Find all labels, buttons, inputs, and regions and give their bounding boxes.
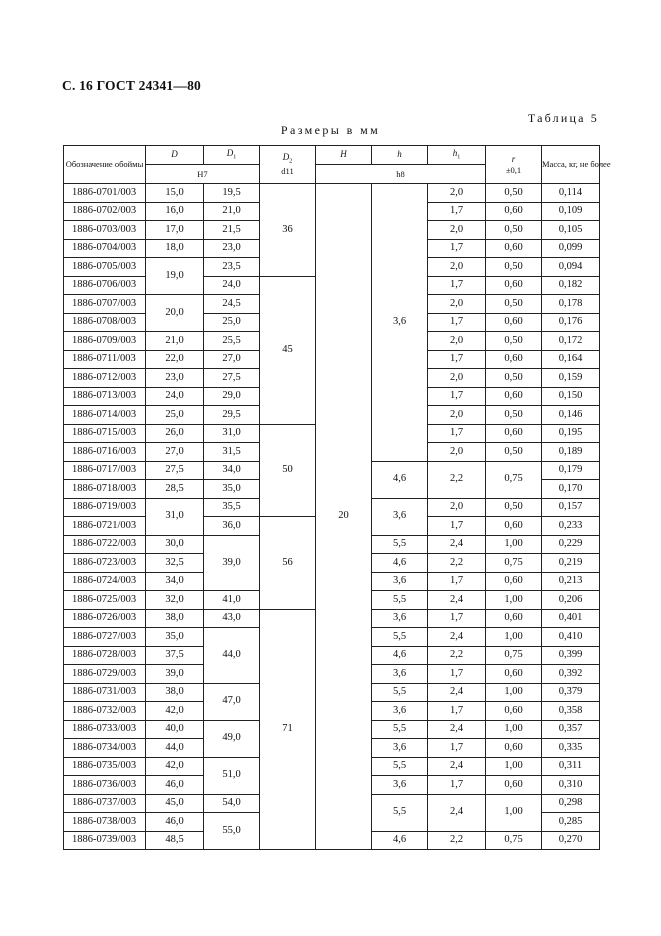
cell-h1-merged: 2,4 xyxy=(428,794,486,831)
cell-h: 5,5 xyxy=(372,683,428,702)
cell-d1: 54,0 xyxy=(204,794,260,813)
cell-h1: 1,7 xyxy=(428,350,486,369)
cell-h: 3,6 xyxy=(372,776,428,795)
cell-mass: 0,179 xyxy=(542,461,600,480)
cell-h-merged: 3,6 xyxy=(372,498,428,535)
cell-mass: 0,357 xyxy=(542,720,600,739)
cell-h: 4,6 xyxy=(372,554,428,573)
cell-r: 0,75 xyxy=(486,646,542,665)
header-D: D xyxy=(146,146,204,165)
cell-r: 0,60 xyxy=(486,572,542,591)
cell-designation: 1886-0721/003 xyxy=(64,517,146,536)
cell-d: 48,5 xyxy=(146,831,204,850)
cell-designation: 1886-0716/003 xyxy=(64,443,146,462)
cell-d1: 24,5 xyxy=(204,295,260,314)
cell-h-merged: 4,6 xyxy=(372,461,428,498)
cell-h1: 2,4 xyxy=(428,720,486,739)
cell-mass: 0,270 xyxy=(542,831,600,850)
cell-d: 26,0 xyxy=(146,424,204,443)
cell-d1-merged: 49,0 xyxy=(204,720,260,757)
cell-designation: 1886-0702/003 xyxy=(64,202,146,221)
cell-h: 3,6 xyxy=(372,739,428,758)
cell-h: 3,6 xyxy=(372,609,428,628)
cell-r: 0,60 xyxy=(486,665,542,684)
cell-r: 0,50 xyxy=(486,258,542,277)
cell-h: 3,6 xyxy=(372,572,428,591)
cell-designation: 1886-0739/003 xyxy=(64,831,146,850)
cell-d: 38,0 xyxy=(146,683,204,702)
cell-d: 35,0 xyxy=(146,628,204,647)
cell-h1: 1,7 xyxy=(428,517,486,536)
cell-designation: 1886-0715/003 xyxy=(64,424,146,443)
cell-h1: 2,0 xyxy=(428,406,486,425)
cell-d1-merged: 51,0 xyxy=(204,757,260,794)
cell-designation: 1886-0734/003 xyxy=(64,739,146,758)
header-D1: $D_1$ xyxy=(204,146,260,165)
cell-designation: 1886-0704/003 xyxy=(64,239,146,258)
cell-mass: 0,159 xyxy=(542,369,600,388)
cell-d: 42,0 xyxy=(146,757,204,776)
cell-d1: 31,0 xyxy=(204,424,260,443)
cell-designation: 1886-0711/003 xyxy=(64,350,146,369)
cell-designation: 1886-0738/003 xyxy=(64,813,146,832)
cell-r: 0,60 xyxy=(486,387,542,406)
cell-d: 27,0 xyxy=(146,443,204,462)
cell-designation: 1886-0727/003 xyxy=(64,628,146,647)
cell-designation: 1886-0726/003 xyxy=(64,609,146,628)
cell-d: 23,0 xyxy=(146,369,204,388)
cell-mass: 0,379 xyxy=(542,683,600,702)
dimensions-table xyxy=(63,145,611,850)
cell-d1: 27,5 xyxy=(204,369,260,388)
cell-mass: 0,146 xyxy=(542,406,600,425)
cell-d: 37,5 xyxy=(146,646,204,665)
cell-h1: 2,2 xyxy=(428,554,486,573)
header-mass: Масса, кг, не более xyxy=(542,146,600,184)
cell-mass: 0,206 xyxy=(542,591,600,610)
cell-mass: 0,182 xyxy=(542,276,600,295)
cell-r: 1,00 xyxy=(486,720,542,739)
cell-h1: 2,0 xyxy=(428,258,486,277)
cell-mass: 0,399 xyxy=(542,646,600,665)
cell-d: 45,0 xyxy=(146,794,204,813)
cell-designation: 1886-0705/003 xyxy=(64,258,146,277)
cell-h1: 2,4 xyxy=(428,757,486,776)
cell-h1: 1,7 xyxy=(428,276,486,295)
cell-d: 22,0 xyxy=(146,350,204,369)
cell-designation: 1886-0717/003 xyxy=(64,461,146,480)
cell-designation: 1886-0729/003 xyxy=(64,665,146,684)
cell-h1: 1,7 xyxy=(428,665,486,684)
header-designation: Обозначение обоймы xyxy=(64,146,146,184)
cell-designation: 1886-0737/003 xyxy=(64,794,146,813)
cell-d1: 35,0 xyxy=(204,480,260,499)
cell-r: 0,60 xyxy=(486,313,542,332)
cell-d: 34,0 xyxy=(146,572,204,591)
cell-designation: 1886-0728/003 xyxy=(64,646,146,665)
cell-h1: 2,0 xyxy=(428,221,486,240)
header-h: h xyxy=(372,146,428,165)
cell-designation: 1886-0714/003 xyxy=(64,406,146,425)
cell-mass: 0,285 xyxy=(542,813,600,832)
cell-d: 28,5 xyxy=(146,480,204,499)
cell-d1-merged: 55,0 xyxy=(204,813,260,850)
cell-h1-merged: 2,2 xyxy=(428,461,486,498)
cell-h1: 2,0 xyxy=(428,369,486,388)
cell-d2-merged: 50 xyxy=(260,424,316,517)
cell-mass: 0,219 xyxy=(542,554,600,573)
cell-h: 5,5 xyxy=(372,591,428,610)
cell-d: 32,5 xyxy=(146,554,204,573)
cell-r: 1,00 xyxy=(486,628,542,647)
cell-h: 5,5 xyxy=(372,535,428,554)
cell-d1: 36,0 xyxy=(204,517,260,536)
cell-mass: 0,099 xyxy=(542,239,600,258)
cell-mass: 0,392 xyxy=(542,665,600,684)
cell-designation: 1886-0735/003 xyxy=(64,757,146,776)
cell-d1: 27,0 xyxy=(204,350,260,369)
cell-d1-merged: 47,0 xyxy=(204,683,260,720)
cell-h: 3,6 xyxy=(372,702,428,721)
cell-r: 0,60 xyxy=(486,276,542,295)
cell-h-merged: 20 xyxy=(316,184,372,850)
cell-designation: 1886-0731/003 xyxy=(64,683,146,702)
cell-r: 0,75 xyxy=(486,831,542,850)
cell-designation: 1886-0708/003 xyxy=(64,313,146,332)
cell-d: 21,0 xyxy=(146,332,204,351)
cell-r: 0,60 xyxy=(486,739,542,758)
cell-h1: 1,7 xyxy=(428,609,486,628)
cell-mass: 0,233 xyxy=(542,517,600,536)
cell-mass: 0,109 xyxy=(542,202,600,221)
cell-h1: 2,0 xyxy=(428,498,486,517)
cell-r-merged: 0,75 xyxy=(486,461,542,498)
cell-d1: 25,5 xyxy=(204,332,260,351)
cell-r: 0,50 xyxy=(486,221,542,240)
cell-d1: 21,0 xyxy=(204,202,260,221)
cell-designation: 1886-0709/003 xyxy=(64,332,146,351)
cell-d-merged: 20,0 xyxy=(146,295,204,332)
cell-mass: 0,176 xyxy=(542,313,600,332)
cell-mass: 0,114 xyxy=(542,184,600,203)
cell-d1: 19,5 xyxy=(204,184,260,203)
cell-r: 1,00 xyxy=(486,535,542,554)
cell-d-merged: 19,0 xyxy=(146,258,204,295)
cell-r: 0,50 xyxy=(486,498,542,517)
cell-designation: 1886-0712/003 xyxy=(64,369,146,388)
cell-r: 0,60 xyxy=(486,239,542,258)
cell-mass: 0,335 xyxy=(542,739,600,758)
cell-d: 18,0 xyxy=(146,239,204,258)
cell-h1: 1,7 xyxy=(428,387,486,406)
header-h1: $h_1$ xyxy=(428,146,486,165)
cell-designation: 1886-0719/003 xyxy=(64,498,146,517)
cell-r: 1,00 xyxy=(486,757,542,776)
cell-r: 0,75 xyxy=(486,554,542,573)
cell-h1: 1,7 xyxy=(428,776,486,795)
cell-r: 0,60 xyxy=(486,776,542,795)
cell-d2-merged: 36 xyxy=(260,184,316,277)
cell-d1: 34,0 xyxy=(204,461,260,480)
cell-d1: 23,0 xyxy=(204,239,260,258)
cell-h1: 2,0 xyxy=(428,332,486,351)
cell-d: 39,0 xyxy=(146,665,204,684)
cell-mass: 0,170 xyxy=(542,480,600,499)
cell-h: 4,6 xyxy=(372,831,428,850)
cell-d2-merged: 45 xyxy=(260,276,316,424)
cell-r: 0,50 xyxy=(486,295,542,314)
cell-mass: 0,150 xyxy=(542,387,600,406)
cell-h1: 1,7 xyxy=(428,572,486,591)
cell-d: 24,0 xyxy=(146,387,204,406)
page-title: С. 16 ГОСТ 24341—80 xyxy=(62,78,201,93)
cell-d2-merged: 71 xyxy=(260,609,316,850)
cell-mass: 0,164 xyxy=(542,350,600,369)
cell-h1: 2,4 xyxy=(428,683,486,702)
cell-designation: 1886-0706/003 xyxy=(64,276,146,295)
cell-mass: 0,189 xyxy=(542,443,600,462)
cell-d-merged: 31,0 xyxy=(146,498,204,535)
cell-h: 5,5 xyxy=(372,757,428,776)
cell-h1: 1,7 xyxy=(428,313,486,332)
cell-d: 25,0 xyxy=(146,406,204,425)
cell-designation: 1886-0724/003 xyxy=(64,572,146,591)
cell-mass: 0,195 xyxy=(542,424,600,443)
cell-h-merged: 3,6 xyxy=(372,184,428,462)
cell-d1: 43,0 xyxy=(204,609,260,628)
cell-h1: 2,2 xyxy=(428,646,486,665)
cell-d: 42,0 xyxy=(146,702,204,721)
cell-d: 17,0 xyxy=(146,221,204,240)
header-tolerance-h7: H7 xyxy=(146,165,260,184)
cell-r: 0,50 xyxy=(486,184,542,203)
cell-d: 46,0 xyxy=(146,776,204,795)
cell-designation: 1886-0733/003 xyxy=(64,720,146,739)
cell-d1: 41,0 xyxy=(204,591,260,610)
cell-mass: 0,410 xyxy=(542,628,600,647)
cell-h1: 1,7 xyxy=(428,702,486,721)
cell-mass: 0,298 xyxy=(542,794,600,813)
cell-mass: 0,105 xyxy=(542,221,600,240)
cell-h1: 2,0 xyxy=(428,184,486,203)
cell-mass: 0,157 xyxy=(542,498,600,517)
table-number: Таблица 5 xyxy=(527,111,599,125)
cell-r: 1,00 xyxy=(486,683,542,702)
cell-d: 15,0 xyxy=(146,184,204,203)
cell-mass: 0,094 xyxy=(542,258,600,277)
cell-h1: 2,0 xyxy=(428,443,486,462)
cell-d: 40,0 xyxy=(146,720,204,739)
cell-h1: 2,2 xyxy=(428,831,486,850)
header-D2: $D_2$ d11 xyxy=(260,146,316,184)
cell-d1: 29,0 xyxy=(204,387,260,406)
cell-mass: 0,213 xyxy=(542,572,600,591)
cell-d: 32,0 xyxy=(146,591,204,610)
cell-mass: 0,178 xyxy=(542,295,600,314)
cell-r: 0,60 xyxy=(486,424,542,443)
cell-h1: 2,4 xyxy=(428,591,486,610)
cell-d: 44,0 xyxy=(146,739,204,758)
cell-d1: 21,5 xyxy=(204,221,260,240)
cell-h1: 1,7 xyxy=(428,424,486,443)
cell-h-merged: 5,5 xyxy=(372,794,428,831)
header-H: H xyxy=(316,146,372,165)
cell-mass: 0,311 xyxy=(542,757,600,776)
cell-mass: 0,172 xyxy=(542,332,600,351)
cell-d1: 24,0 xyxy=(204,276,260,295)
cell-h1: 1,7 xyxy=(428,239,486,258)
cell-h1: 1,7 xyxy=(428,202,486,221)
cell-mass: 0,401 xyxy=(542,609,600,628)
cell-r: 0,50 xyxy=(486,443,542,462)
cell-designation: 1886-0723/003 xyxy=(64,554,146,573)
cell-r: 0,60 xyxy=(486,609,542,628)
cell-r: 1,00 xyxy=(486,591,542,610)
cell-d1: 31,5 xyxy=(204,443,260,462)
cell-r: 0,50 xyxy=(486,332,542,351)
cell-h1: 1,7 xyxy=(428,739,486,758)
cell-designation: 1886-0718/003 xyxy=(64,480,146,499)
cell-d: 30,0 xyxy=(146,535,204,554)
cell-designation: 1886-0722/003 xyxy=(64,535,146,554)
cell-d: 16,0 xyxy=(146,202,204,221)
cell-r: 0,60 xyxy=(486,702,542,721)
cell-h: 4,6 xyxy=(372,646,428,665)
cell-r: 0,60 xyxy=(486,517,542,536)
cell-d1-merged: 44,0 xyxy=(204,628,260,684)
cell-h: 3,6 xyxy=(372,665,428,684)
cell-d: 27,5 xyxy=(146,461,204,480)
cell-r: 0,60 xyxy=(486,202,542,221)
cell-designation: 1886-0703/003 xyxy=(64,221,146,240)
cell-mass: 0,229 xyxy=(542,535,600,554)
cell-h: 5,5 xyxy=(372,720,428,739)
table-row xyxy=(64,184,600,203)
table-body xyxy=(64,184,600,850)
cell-mass: 0,358 xyxy=(542,702,600,721)
cell-mass: 0,310 xyxy=(542,776,600,795)
cell-r: 0,50 xyxy=(486,369,542,388)
cell-d1: 25,0 xyxy=(204,313,260,332)
cell-d1: 29,5 xyxy=(204,406,260,425)
cell-d1: 23,5 xyxy=(204,258,260,277)
table-caption: Размеры в мм xyxy=(280,123,381,137)
cell-r-merged: 1,00 xyxy=(486,794,542,831)
cell-r: 0,60 xyxy=(486,350,542,369)
cell-d: 46,0 xyxy=(146,813,204,832)
cell-designation: 1886-0732/003 xyxy=(64,702,146,721)
header-tolerance-h8: h8 xyxy=(316,165,486,184)
header-r: r ±0,1 xyxy=(486,146,542,184)
cell-designation: 1886-0736/003 xyxy=(64,776,146,795)
cell-designation: 1886-0707/003 xyxy=(64,295,146,314)
cell-h1: 2,4 xyxy=(428,628,486,647)
cell-r: 0,50 xyxy=(486,406,542,425)
cell-h1: 2,4 xyxy=(428,535,486,554)
cell-designation: 1886-0713/003 xyxy=(64,387,146,406)
cell-designation: 1886-0725/003 xyxy=(64,591,146,610)
cell-d1: 35,5 xyxy=(204,498,260,517)
cell-h1: 2,0 xyxy=(428,295,486,314)
cell-d: 38,0 xyxy=(146,609,204,628)
cell-d2-merged: 56 xyxy=(260,517,316,610)
cell-designation: 1886-0701/003 xyxy=(64,184,146,203)
cell-d1-merged: 39,0 xyxy=(204,535,260,591)
cell-h: 5,5 xyxy=(372,628,428,647)
